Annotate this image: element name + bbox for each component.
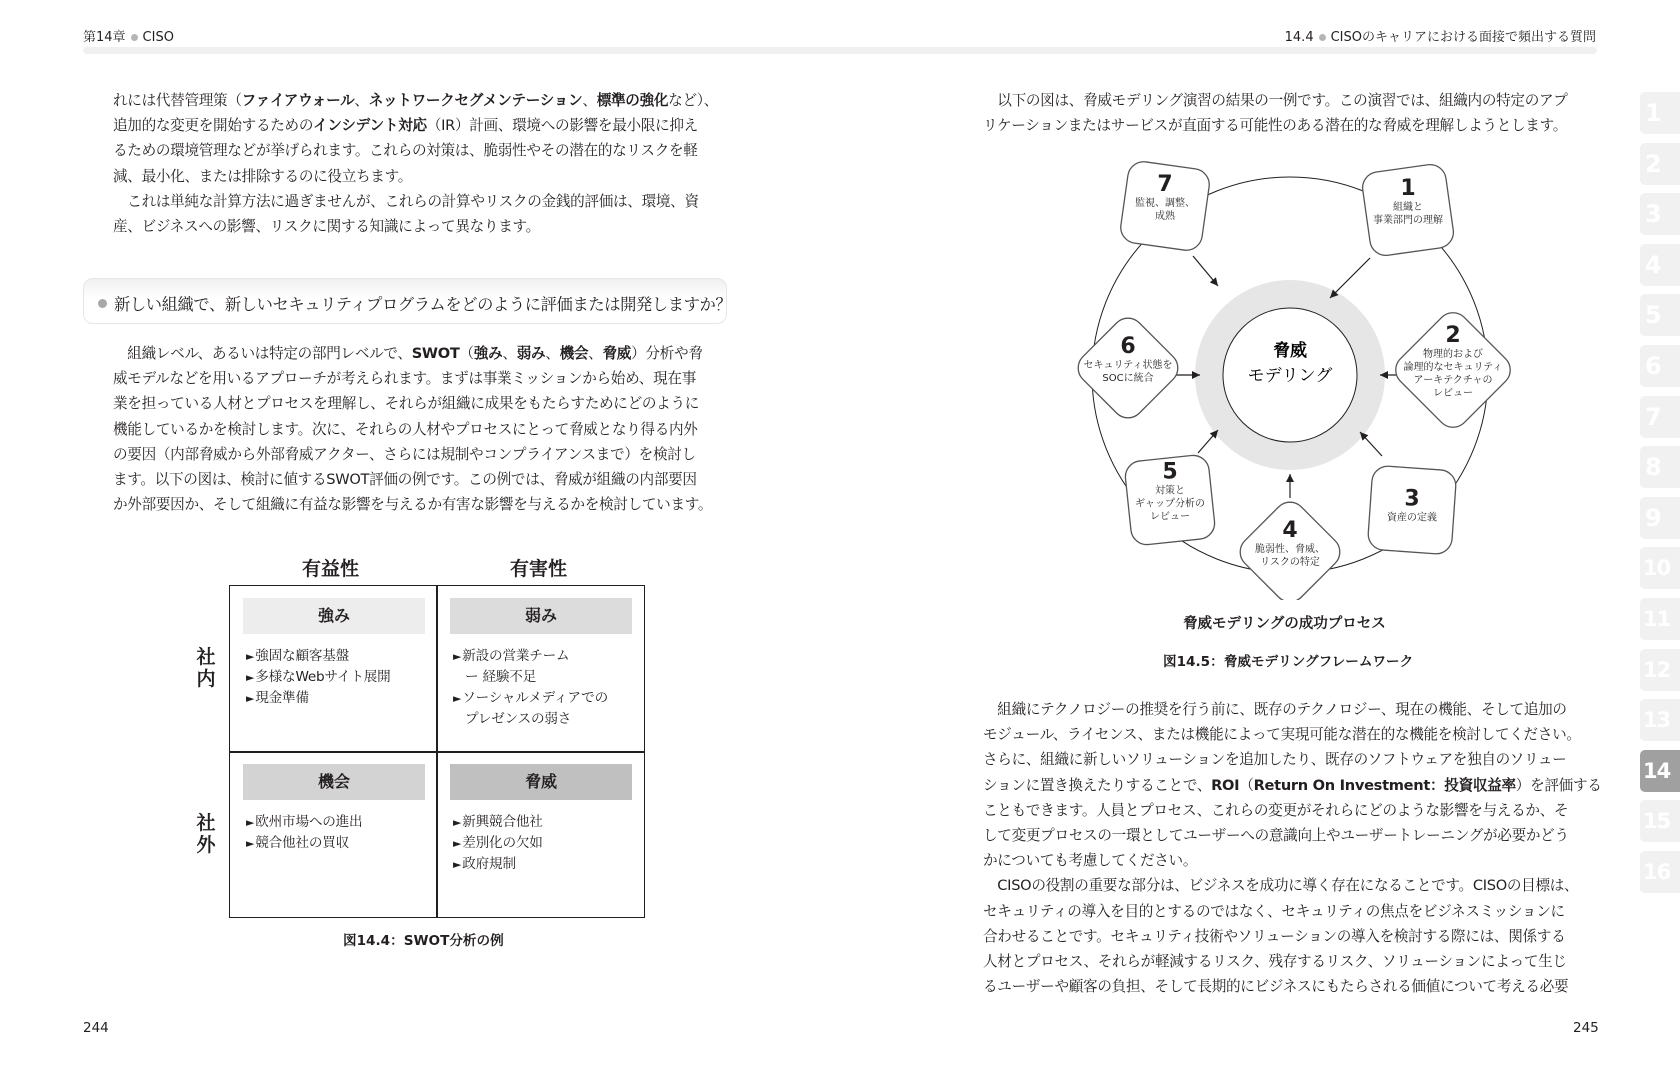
text-run: 産、ビジネスへの影響、リスクに関する知識によって異なります。 [113,218,540,236]
text-line [983,899,1602,924]
right-body-paragraph [983,697,1602,999]
text-run: さらに、組織に新しいソリューションを追加したり、既存のソフトウェアを独自のソリュー [983,751,1567,769]
swot-cell-title: 弱み [450,598,632,634]
step-number: 5 [1162,459,1178,485]
swot-item [246,833,425,854]
triangle-bullet-icon: ► [246,837,255,850]
text-line [113,214,718,239]
step-label: レビュー [1433,388,1473,399]
triangle-bullet-icon: ► [453,816,462,829]
arrow-icon [1330,258,1370,298]
process-step-3 [1367,465,1457,555]
text-line [113,189,718,214]
swot-cell-title: 脅威 [450,764,632,800]
bullet-dot-icon [98,299,107,308]
text-line [113,88,718,113]
chapter-tab-3[interactable]: 3 [1640,193,1680,235]
bold-term: 弱み [516,345,546,362]
swot-cell-weaknesses [450,598,632,730]
text-line [983,873,1602,898]
step-label: リスクの特定 [1260,557,1320,568]
chapter-title: CISO [142,30,174,45]
text-run: 組織レベル、あるいは特定の部門レベルで、 [113,345,412,362]
text-run: 追加的な変更を開始するための [113,117,314,135]
swot-cell-strengths [243,598,425,709]
text-line [113,442,712,467]
step-label: 脆弱性、脅威、 [1255,544,1325,555]
text-line [113,391,712,416]
chapter-tab-8[interactable]: 8 [1640,446,1680,488]
text-line [983,722,1602,747]
swot-item-text: ー 経験不足 [465,669,537,685]
section-number: 14.4 [1284,30,1314,45]
swot-row-header-internal: 社内 [196,646,216,690]
bold-term: 機会 [559,345,589,362]
swot-item-text: 政府規制 [462,856,516,872]
step-label: アーキテクチャの [1413,375,1493,386]
triangle-bullet-icon: ► [453,837,462,850]
bold-term: 強み [473,345,503,362]
left-intro-paragraph [113,88,718,239]
text-run: るための環境管理などが挙げられます。これらの対策は、脆弱性やその潜在的なリスクを軽 [113,142,698,160]
chapter-tab-12[interactable]: 12 [1640,649,1680,691]
text-line [983,924,1602,949]
text-run: 、 [502,345,517,362]
text-line [113,113,718,138]
step-label: セキュリティ状態を [1083,360,1173,371]
step-number: 6 [1120,334,1136,359]
header-rule-left [83,47,849,54]
triangle-bullet-icon: ► [246,816,255,829]
chapter-tab-9[interactable]: 9 [1640,497,1680,539]
text-run: ）を評価する [1515,776,1602,794]
swot-item [453,812,632,833]
question-heading: 新しい組織で、新しいセキュリティプログラムをどのように評価または開発しますか？ [114,295,732,314]
process-step-1 [1361,163,1456,258]
text-line [983,747,1602,772]
chapter-label: 第14章 [83,30,126,45]
process-step-4 [1234,496,1347,600]
triangle-bullet-icon: ► [246,692,255,705]
text-run: 組織にテクノロジーの推奨を行う前に、既存のテクノロジー、現在の機能、そして追加の [983,701,1567,718]
text-line [113,492,712,517]
text-line [983,974,1602,999]
swot-cell-title: 強み [243,598,425,634]
text-run: 、 [582,92,597,109]
step-label: 対策と [1155,485,1185,497]
step-number: 7 [1157,172,1173,197]
text-run: の要因（内部脅威から外部脅威アクター、さらには規制やコンプライアンスまで）を検討し [113,445,696,463]
swot-cell-opportunities [243,764,425,854]
process-step-2 [1389,306,1517,434]
chapter-tab-16[interactable]: 16 [1640,851,1680,893]
swot-item [246,812,425,833]
text-run: セキュリティの導入を目的とするのではなく、セキュリティの焦点をビジネスミッションに [983,902,1565,920]
text-run: 減、最小化、または排除するのに役立ちます。 [113,167,413,185]
bullet-dot-icon [1319,34,1326,41]
text-line [113,164,718,189]
process-step-5 [1124,454,1216,546]
text-run: （ [459,345,474,362]
swot-item [246,667,425,688]
chapter-tab-13[interactable]: 13 [1640,699,1680,741]
text-line [113,467,712,492]
header-rule-right [830,47,1597,54]
swot-col-header-beneficial: 有益性 [302,558,360,580]
bold-term: SWOT [411,345,460,362]
swot-item-text: 差別化の欠如 [462,835,543,851]
step-label: 事業部門の理解 [1373,215,1443,226]
swot-cell-items [453,646,632,730]
step-label: 監視、調整、 [1135,198,1195,209]
step-label: 組織と [1393,202,1423,213]
text-line [983,949,1602,974]
chapter-tab-10[interactable]: 10 [1640,547,1680,589]
chapter-tab-7[interactable]: 7 [1640,396,1680,438]
step-label: 物理的および [1423,349,1483,360]
swot-item [453,646,632,667]
step-number: 4 [1282,518,1298,543]
text-run: ）分析や脅 [631,345,703,362]
text-run: など）、 [668,92,719,109]
swot-item-text: 欧州市場への進出 [255,814,363,830]
text-run: 威モデルなどを用いるアプローチが考えられます。まずは事業ミッションから始め、現在事 [113,370,696,388]
swot-item [453,667,632,688]
swot-cell-title: 機会 [243,764,425,800]
running-header-right [1285,26,1596,45]
text-run: 、 [588,345,603,362]
step-label: 資産の定義 [1387,512,1437,524]
text-line [983,798,1602,823]
text-line [983,823,1602,848]
text-line [983,88,1568,113]
step-label: 成熟 [1155,211,1175,222]
chapter-tab-11[interactable]: 11 [1640,598,1680,640]
text-line [113,341,712,366]
text-run: して変更プロセスの一環としてユーザーへの意識向上やユーザートレーニングが必要かどう [983,827,1569,845]
running-header-left [83,26,174,45]
swot-item-text: 強固な顧客基盤 [255,648,350,664]
chapter-tab-15[interactable]: 15 [1640,800,1680,842]
swot-item [246,688,425,709]
triangle-bullet-icon: ► [453,650,462,663]
threat-modeling-diagram [1040,160,1540,600]
swot-cell-threats [450,764,632,875]
text-run: モジュール、ライセンス、または機能によって実現可能な潜在的な機能を検討してください。 [983,726,1581,744]
figure-caption-threat-modeling: 図14.5：脅威モデリングフレームワーク [1163,654,1414,670]
chapter-tab-14[interactable]: 14 [1640,750,1680,792]
swot-item-text: 現金準備 [255,690,309,706]
page-number-right: 245 [1573,1020,1599,1036]
swot-cell-items [246,812,425,854]
text-run: かについても考慮してください。 [983,852,1198,870]
bold-term: 標準の強化 [596,92,669,109]
center-label-line2: モデリング [1247,366,1333,386]
diagram-subtitle: 脅威モデリングの成功プロセス [1183,616,1386,632]
triangle-bullet-icon: ► [453,858,462,871]
chapter-tab-5[interactable]: 5 [1640,294,1680,336]
question-heading-box [83,278,732,324]
chapter-tab-1[interactable]: 1 [1640,92,1680,134]
text-run: ションに置き換えたりすることで、 [983,776,1212,794]
text-run: れには代替管理策（ [113,92,242,109]
bold-term: ファイアウォール [241,92,355,109]
text-line [983,697,1602,722]
text-run: CISOの役割の重要な部分は、ビジネスを成功に導く存在になることです。CISOの目標は、 [983,877,1579,895]
swot-item-text: 新興競合他社 [462,814,543,830]
step-label: レビュー [1150,511,1190,523]
bold-term: Return On Investment：投資収益率 [1253,776,1516,794]
text-run: リケーションまたはサービスが直面する可能性のある潜在的な脅威を理解しようとします。 [983,117,1568,135]
swot-item [453,854,632,875]
swot-item-text: ソーシャルメディアでの [462,690,608,706]
text-run: 機能しているかを検討します。次に、それらの人材やプロセスにとって脅威となり得る内外 [113,420,698,438]
text-run: 、 [545,345,560,362]
text-line [983,848,1602,873]
swot-item [246,646,425,667]
bold-term: ROI [1211,776,1240,794]
text-run: これは単純な計算方法に過ぎませんが、これらの計算やリスクの金銭的評価は、環境、資 [113,192,699,210]
step-label: SOCに統合 [1102,373,1154,384]
center-label-line1: 脅威 [1273,341,1307,361]
section-title: CISOのキャリアにおける面接で頻出する質問 [1330,30,1596,45]
text-line [113,417,712,442]
step-label: 論理的なセキュリティ [1403,362,1503,373]
swot-item [453,833,632,854]
text-run: ます。以下の図は、検討に値するSWOT評価の例です。この例では、脅威が組織の内部要因 [113,471,697,489]
text-run: 以下の図は、脅威モデリング演習の結果の一例です。この演習では、組織内の特定のアプ [983,92,1568,109]
arrowhead-icon [1210,277,1218,286]
triangle-bullet-icon: ► [246,671,255,684]
bold-term: ネットワークセグメンテーション [368,92,583,109]
triangle-bullet-icon: ► [246,650,255,663]
swot-col-header-harmful: 有害性 [510,558,568,580]
page-number-left: 244 [83,1020,109,1036]
step-number: 3 [1404,486,1420,512]
swot-item-text: 多様なWebサイト展開 [255,669,391,685]
swot-item [453,688,632,709]
step-label: ギャップ分析の [1135,498,1205,510]
chapter-tab-4[interactable]: 4 [1640,244,1680,286]
text-run: か外部要因か、そして組織に有益な影響を与えるか有害な影響を与えるかを検討しています。 [113,496,713,514]
swot-row-header-external: 社外 [196,812,216,856]
text-run: 、 [354,92,369,109]
bold-term: 脅威 [602,345,632,362]
text-run: 業を担っている人材とプロセスを理解し、それらが組織に成果をもたらすためにどのように [113,395,700,413]
swot-cell-items [246,646,425,709]
process-step-6 [1072,312,1185,425]
text-line [983,113,1568,138]
text-line [983,773,1602,798]
bullet-dot-icon [131,34,138,41]
chapter-tab-2[interactable]: 2 [1640,143,1680,185]
swot-item-text: プレゼンスの弱さ [465,711,572,727]
swot-item-text: 競合他社の買収 [255,835,350,851]
process-step-7 [1119,160,1212,252]
text-run: 合わせることです。セキュリティ技術やソリューションの導入を検討する際には、関係する [983,927,1566,945]
step-number: 1 [1400,176,1416,201]
text-line [113,138,718,163]
answer-paragraph [113,341,712,517]
text-run: （IR）計画、環境への影響を最小限に抑え [426,117,698,135]
swot-divider-horizontal [229,751,645,753]
triangle-bullet-icon: ► [453,692,462,705]
swot-item-text: 新設の営業チーム [462,648,570,664]
swot-item [453,709,632,730]
figure-caption-swot: 図14.4：SWOT分析の例 [343,933,504,949]
arrowhead-icon [1286,474,1294,482]
chapter-tab-6[interactable]: 6 [1640,345,1680,387]
text-line [113,366,712,391]
step-number: 2 [1445,323,1461,348]
bold-term: インシデント対応 [313,117,427,135]
swot-cell-items [453,812,632,875]
text-run: （ [1239,776,1254,794]
right-intro-paragraph [983,88,1568,138]
text-run: 人材とプロセス、それらが軽減するリスク、残存するリスク、ソリューションによって生じ [983,953,1567,971]
text-run: こともできます。人員とプロセス、これらの変更がそれらにどのような影響を与えるか、そ [983,801,1569,819]
text-run: るユーザーや顧客の負担、そして長期的にビジネスにもたらされる価値について考える必要 [983,978,1569,996]
